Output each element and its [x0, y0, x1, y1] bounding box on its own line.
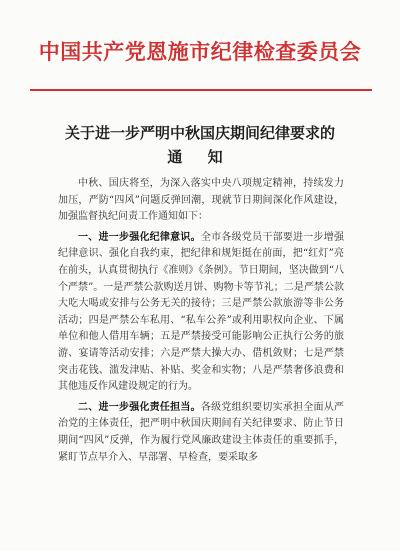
title-line-1: 关于进一步严明中秋国庆期间纪律要求的 [64, 124, 335, 142]
section-1-body: 全市各级党员干部要进一步增强纪律意识、强化自我约束，把纪律和规矩挺在前面，把“红灯”亮在前头，认真贯彻执行《准则》《条例》。节日期间，坚决做到“八个严禁”。一是严禁公款购送月饼、购物卡等节礼；二是严禁公款大吃大喝或安排与公务无关的接待；三是严禁公款旅游等非公务活动；四是严禁公车私用、“私车公养”或利用职权向企业、下属单位和他人借用车辆；五是严禁接受可能影响公正执行公务的旅游、宴请等活动安排；六是严禁大操大办、借机敛财；七是严禁突击花钱、滥发津贴、补贴、奖金和实物；八是严禁奢侈浪费和其他违反作风建设规定的行为。 [58, 231, 345, 393]
section-1-paragraph [58, 230, 344, 396]
letterhead-rule [30, 89, 372, 91]
section-2-heading: 二、进一步强化责任担当。 [78, 401, 201, 413]
section-1-heading: 一、进一步强化纪律意识。 [78, 231, 201, 243]
title-line-2: 通 知 [167, 148, 233, 166]
org-letterhead: 中国共产党恩施市纪律检查委员会 [38, 39, 362, 64]
intro-paragraph: 中秋、国庆将至，为深入落实中央八项规定精神，持续发力加压，严防“四风”问题反弹回潮，现就节日期间深化作风建设，加强监督执纪问责工作通知如下： [58, 178, 344, 223]
document-body [58, 176, 344, 466]
section-2-body: 各级党组织要切实承担全面从严治党的主体责任，把严明中秋国庆期间有关纪律要求、防止节日期间“四风”反弹，作为履行党风廉政建设主体责任的重要抓手，紧盯节点早介入、早部署、早检查，要采取多 [58, 401, 345, 463]
document-title [0, 121, 400, 169]
section-2-paragraph [58, 400, 344, 466]
